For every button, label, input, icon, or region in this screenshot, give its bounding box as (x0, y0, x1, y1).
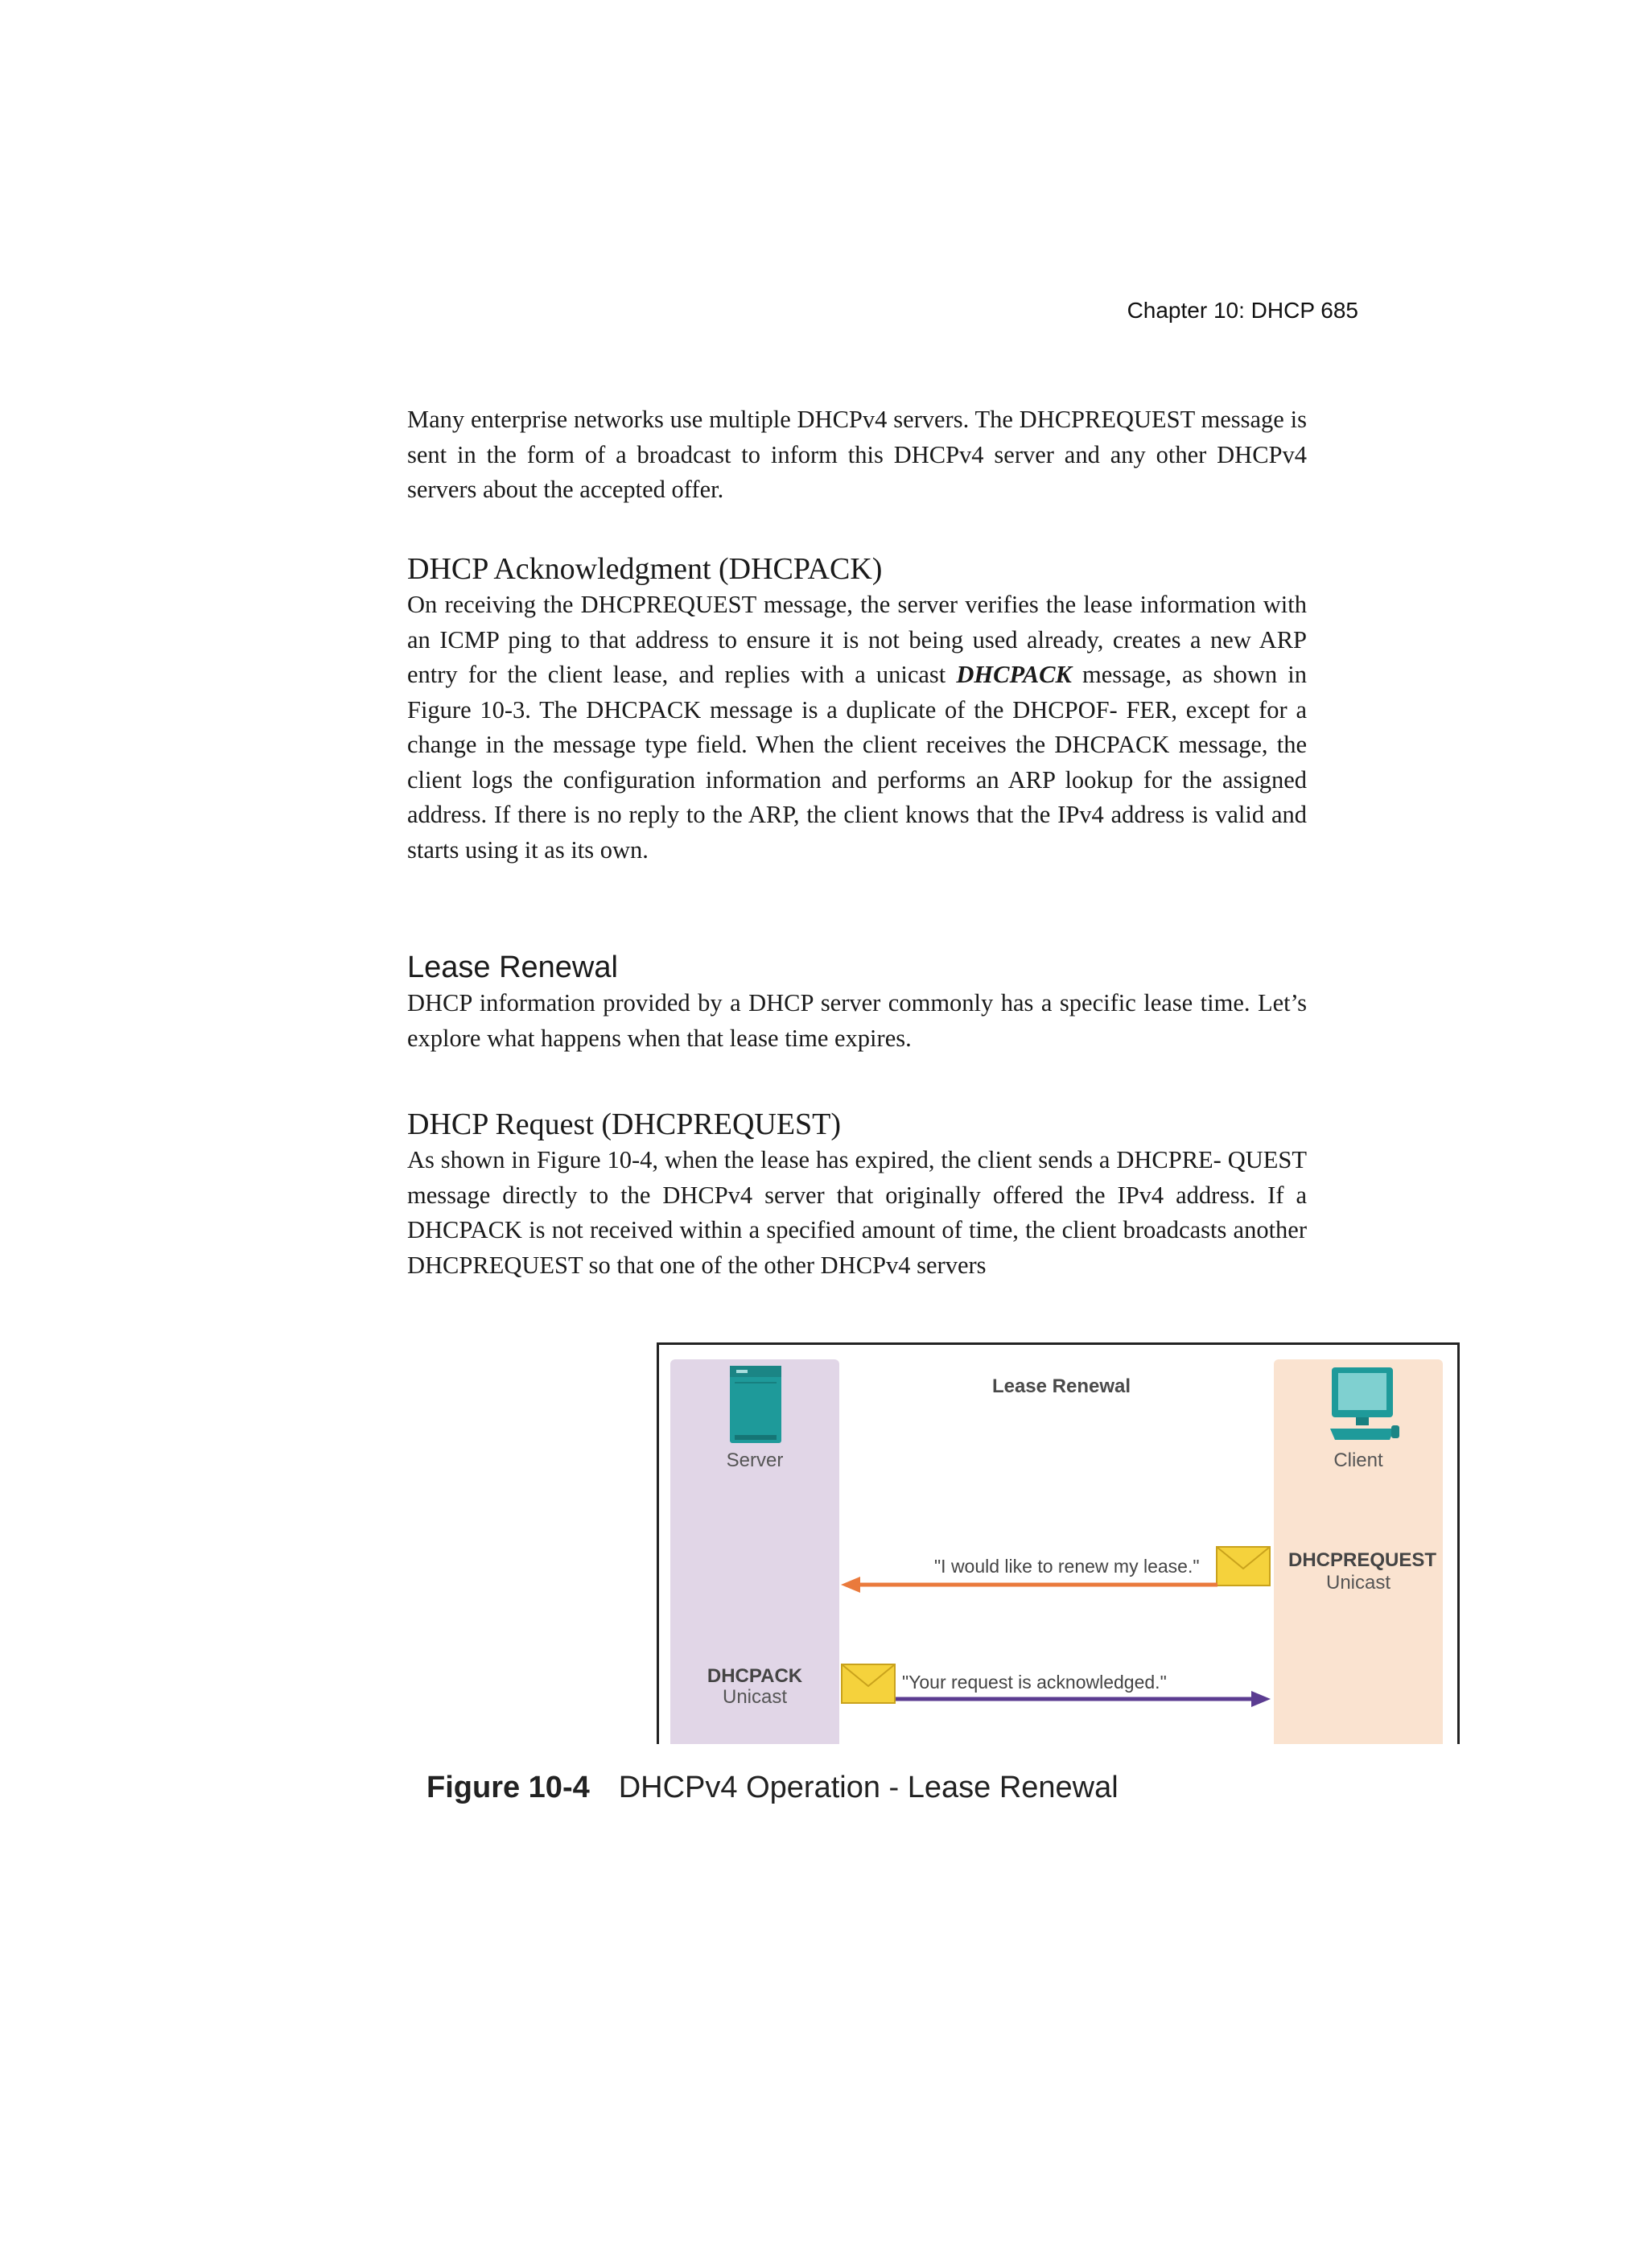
figure-caption-number: Figure 10-4 (426, 1771, 590, 1804)
request-message-type: DHCPREQUEST (1288, 1549, 1437, 1571)
ack-message-type: DHCPACK (707, 1665, 803, 1687)
request-message-mode: Unicast (1325, 1572, 1391, 1594)
lease-renewal-figure (657, 1342, 1460, 1744)
heading-dhcprequest: DHCP Request (DHCPREQUEST) (407, 1107, 842, 1141)
figure-caption (426, 1771, 1119, 1805)
ack-arrow (896, 1691, 1271, 1707)
paragraph-multiple-servers: Many enterprise networks use multiple DHCPv4 servers. The DHCPREQUEST message is sent in the form of a broadcast to inform this DHCPv4 server and any other DHCPv4 servers about the accepted offer. (407, 406, 1307, 503)
server-icon (727, 1364, 785, 1445)
heading-dhcpack: DHCP Acknowledgment (DHCPACK) (407, 552, 883, 586)
figure-title: Lease Renewal (991, 1375, 1131, 1397)
ack-envelope-icon (841, 1664, 896, 1704)
figure-caption-text: DHCPv4 Operation - Lease Renewal (618, 1771, 1119, 1804)
paragraph-lease-renewal: DHCP information provided by a DHCP server commonly has a specific lease time. Let’s explore what happens when that lease time expires. (407, 989, 1307, 1052)
request-envelope-icon (1216, 1546, 1271, 1586)
paragraph-dhcpack (407, 588, 1307, 868)
client-label: Client (1333, 1449, 1383, 1471)
request-arrow (841, 1577, 1217, 1593)
ack-message-mode: Unicast (722, 1686, 788, 1708)
term-dhcpack: DHCPACK (956, 661, 1072, 688)
request-message-text: "I would like to renew my lease." (934, 1556, 1200, 1577)
server-label: Server (726, 1449, 784, 1471)
paragraph-dhcprequest: As shown in Figure 10-4, when the lease has expired, the client sends a DHCPRE- QUEST message directly to the DHCPv4 server that originally offered the IPv4 address. If a DHCPACK is not received within a specified amount of time, the client broadcasts another DHCPREQUEST so that one of the other DHCPv4 servers (407, 1146, 1307, 1279)
paragraph-dhcpack-text-before: On receiving the DHCPREQUEST message, the server verifies the lease information with an ICMP ping to that address to ensure it is not being used already, creates a new ARP entry for the client lease, and replies with a unicast (407, 591, 1307, 688)
running-head: Chapter 10: DHCP 685 (1127, 298, 1358, 323)
heading-lease-renewal: Lease Renewal (407, 950, 618, 984)
client-computer-icon (1324, 1366, 1401, 1446)
ack-message-text: "Your request is acknowledged." (902, 1672, 1167, 1693)
paragraph-dhcpack-text-after: message, as shown in Figure 10-3. The DHCPACK message is a duplicate of the DHCPOF- FER, except for a change in the message type field. When the client receives the DHCPACK message, the client logs the configuration information and performs an ARP lookup for the assigned address. If there is no reply to the ARP, the client knows that the IPv4 address is valid and starts using it as its own. (407, 661, 1308, 864)
